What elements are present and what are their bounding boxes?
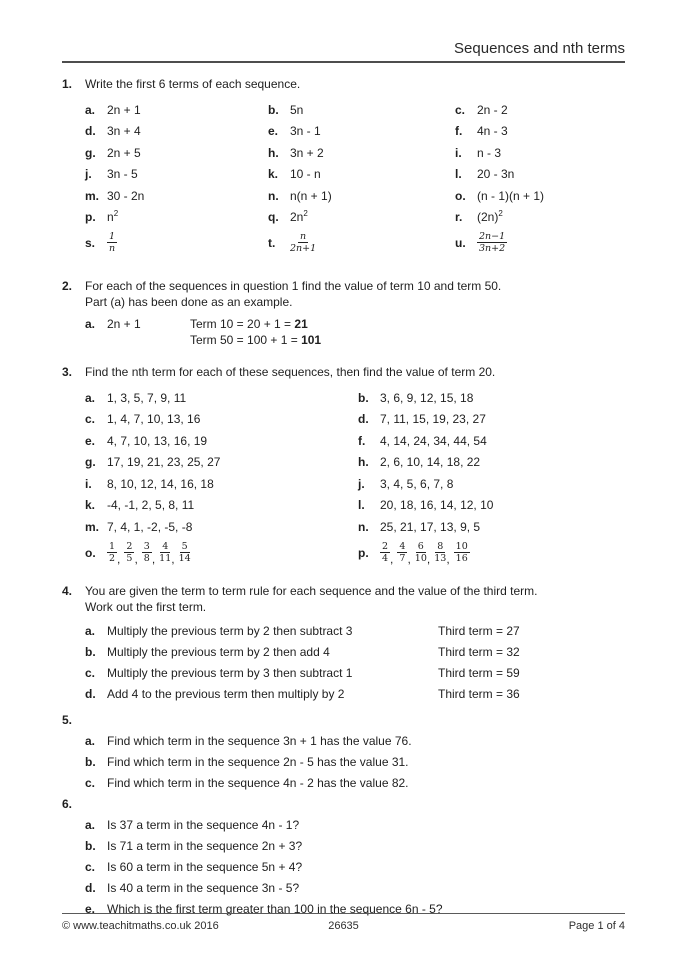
fraction-sequence	[107, 542, 191, 564]
footer-page-number: Page 1 of 4	[568, 920, 625, 932]
separator: ,	[426, 551, 431, 566]
question-4	[62, 583, 625, 708]
item-label: e.	[85, 433, 96, 448]
fraction: $\frac{2}{5}$	[126, 540, 133, 564]
item-label: c.	[85, 776, 96, 790]
q1-item	[455, 164, 625, 186]
item-expression: (n - 1)(n + 1)	[477, 188, 545, 203]
fraction: $\frac{2}{4}$	[382, 540, 389, 564]
question-6	[62, 796, 625, 920]
separator: ,	[446, 551, 450, 566]
item-label: q.	[268, 210, 279, 225]
third-term: Third term = 32	[438, 644, 520, 659]
prompt-line: Work out the first term.	[85, 599, 207, 614]
fraction: $\frac{3}{8}$	[143, 540, 150, 564]
item-label: m.	[85, 188, 100, 203]
item-label: c.	[85, 412, 96, 427]
separator: ,	[407, 551, 411, 566]
q6-item	[85, 878, 625, 899]
q1-item	[455, 228, 625, 258]
q3-item	[85, 473, 358, 495]
question-3-head	[62, 364, 625, 380]
question-4-head	[62, 583, 625, 615]
item-label: j.	[358, 476, 365, 491]
item-label: f.	[358, 433, 366, 448]
q6-item	[85, 836, 625, 857]
item-expression: 2n + 5	[107, 145, 141, 160]
fraction: $\frac{6}{10}$	[414, 540, 427, 564]
q3-item	[358, 495, 625, 517]
item-label: c.	[85, 860, 96, 874]
question-1-items	[85, 99, 625, 258]
question-6-items	[85, 815, 625, 920]
q1-item	[85, 99, 268, 121]
q3-item	[85, 516, 358, 538]
separator: ,	[134, 551, 138, 566]
item-label: n.	[268, 188, 279, 203]
item-label: d.	[85, 124, 96, 139]
item-expression: 10 - n	[290, 167, 321, 182]
worksheet-page	[62, 0, 625, 920]
item-text: Which is the first term greater than 100 in the sequence 6n - 5?	[107, 902, 443, 916]
q1-item	[85, 228, 268, 258]
page-title: Sequences and nth terms	[62, 40, 625, 63]
third-term: Third term = 59	[438, 665, 520, 680]
question-4-items	[62, 624, 625, 708]
question-1	[62, 76, 625, 258]
item-sequence: -4, -1, 2, 5, 8, 11	[107, 498, 195, 513]
item-label: e.	[85, 902, 96, 916]
item-label: n.	[358, 519, 369, 534]
item-sequence: 8, 10, 12, 14, 16, 18	[107, 476, 214, 491]
fraction: $\frac{10}{16}$	[455, 540, 468, 564]
q2-example	[85, 316, 625, 348]
item-sequence: 25, 21, 17, 13, 9, 5	[380, 519, 481, 534]
question-number: 3.	[62, 365, 73, 379]
item-label: k.	[268, 167, 279, 182]
item-label: k.	[85, 498, 96, 513]
item-label: b.	[85, 755, 96, 769]
item-expression: 3n + 2	[290, 145, 324, 160]
third-term: Third term = 27	[438, 623, 520, 638]
q1-item	[85, 207, 268, 229]
separator: ,	[151, 551, 156, 566]
exponent: 2	[498, 209, 503, 219]
q1-item	[85, 185, 268, 207]
third-term: Third term = 36	[438, 686, 520, 701]
q4-item	[85, 666, 625, 687]
item-label: a.	[85, 390, 96, 405]
q1-item	[85, 164, 268, 186]
question-number: 4.	[62, 583, 73, 598]
q1-item	[268, 99, 455, 121]
item-expression: 2n + 1	[107, 317, 141, 331]
prompt-line: You are given the term to term rule for each sequence and the value of the third term.	[85, 583, 538, 598]
q3-item	[358, 452, 625, 474]
q3-item	[85, 495, 358, 517]
item-label: h.	[358, 455, 369, 470]
item-text: Find which term in the sequence 2n - 5 has the value 31.	[107, 755, 409, 769]
q5-item	[85, 773, 625, 794]
term-rule: Multiply the previous term by 2 then add 4	[107, 644, 330, 659]
q4-item	[85, 624, 625, 645]
separator: ,	[117, 551, 121, 566]
item-expression: $2n^2$	[290, 209, 308, 225]
item-expression: 5n	[290, 102, 304, 117]
item-label: l.	[455, 167, 462, 182]
fraction: $\frac{1}{n}$	[108, 231, 116, 254]
question-2	[62, 278, 625, 348]
item-expression: 3n - 1	[290, 124, 321, 139]
q5-item	[85, 752, 625, 773]
item-label: d.	[85, 686, 96, 701]
item-label: b.	[85, 644, 96, 659]
item-label: m.	[85, 519, 100, 534]
question-3-items	[85, 387, 625, 568]
item-expression: n - 3	[477, 145, 502, 160]
separator: ,	[390, 551, 394, 566]
q1-item	[455, 142, 625, 164]
term-rule: Add 4 to the previous term then multiply by 2	[107, 686, 345, 701]
q6-item	[85, 857, 625, 878]
item-label: o.	[455, 188, 466, 203]
item-sequence: 4, 7, 10, 13, 16, 19	[107, 433, 208, 448]
fraction-sequence	[380, 542, 470, 564]
item-label: b.	[268, 102, 279, 117]
term50-answer: 101	[301, 333, 322, 347]
q1-item	[455, 121, 625, 143]
item-sequence: 2, 6, 10, 14, 18, 22	[380, 455, 481, 470]
item-label: g.	[85, 145, 96, 160]
item-sequence: 3, 6, 9, 12, 15, 18	[380, 390, 474, 405]
q1-item	[268, 121, 455, 143]
term50-line: Term 50 = 100 + 1 = 101	[190, 333, 322, 347]
q3-item	[358, 538, 625, 568]
q6-item	[85, 815, 625, 836]
exponent: 2	[303, 209, 308, 219]
item-expression: $(2n)^2$	[477, 209, 503, 225]
q3-item	[358, 387, 625, 409]
q3-item	[85, 409, 358, 431]
item-label: o.	[85, 545, 96, 560]
q3-item	[358, 516, 625, 538]
item-text: Find which term in the sequence 4n - 2 has the value 82.	[107, 776, 409, 790]
item-sequence: 3, 4, 5, 6, 7, 8	[380, 476, 454, 491]
q1-item	[455, 207, 625, 229]
q1-item	[268, 164, 455, 186]
question-number: 6.	[62, 796, 73, 811]
separator: ,	[171, 551, 175, 566]
item-expression: n(n + 1)	[290, 188, 332, 203]
item-label: a.	[85, 102, 96, 117]
item-expression: 30 - 2n	[107, 188, 145, 203]
item-label: a.	[85, 317, 96, 331]
item-expression: 2n - 2	[477, 102, 508, 117]
item-sequence: 4, 14, 24, 34, 44, 54	[380, 433, 487, 448]
q1-item	[85, 121, 268, 143]
question-5	[62, 712, 625, 794]
item-label: t.	[268, 236, 276, 250]
term-rule: Multiply the previous term by 2 then subtract 3	[107, 623, 353, 638]
item-sequence: 1, 3, 5, 7, 9, 11	[107, 390, 187, 405]
term-rule: Multiply the previous term by 3 then subtract 1	[107, 665, 353, 680]
item-label: d.	[85, 881, 96, 895]
q1-item	[268, 185, 455, 207]
item-sequence: 1, 4, 7, 10, 13, 16	[107, 412, 201, 427]
item-sequence: 7, 11, 15, 19, 23, 27	[380, 412, 486, 427]
q3-item	[358, 473, 625, 495]
q1-item	[268, 228, 455, 258]
item-text: Find which term in the sequence 3n + 1 has the value 76.	[107, 734, 412, 748]
fraction: $\frac{1}{2}$	[109, 540, 116, 564]
item-label: c.	[455, 102, 466, 117]
item-label: h.	[268, 145, 279, 160]
q1-item	[268, 142, 455, 164]
question-prompt: Write the first 6 terms of each sequence.	[85, 77, 301, 91]
item-sequence: 20, 18, 16, 14, 12, 10	[380, 498, 494, 513]
fraction: $\frac{2n-1}{3n+2}$	[479, 231, 506, 254]
item-label: c.	[85, 665, 96, 680]
q1-item	[268, 207, 455, 229]
item-expression: $n^2$	[107, 209, 119, 225]
item-label: g.	[85, 455, 96, 470]
item-label: a.	[85, 623, 96, 638]
footer-copyright: © www.teachitmaths.co.uk 2016	[62, 920, 219, 932]
question-number: 2.	[62, 279, 73, 293]
footer-document-code: 26635	[328, 920, 359, 932]
question-number: 1.	[62, 77, 73, 91]
q1-item	[85, 142, 268, 164]
question-2-head	[62, 278, 625, 310]
question-prompt	[85, 583, 537, 615]
item-label: r.	[455, 210, 463, 225]
term10-line: Term 10 = 20 + 1 = 21	[190, 317, 308, 331]
item-expression: 2n + 1	[107, 102, 141, 117]
item-label: f.	[455, 124, 463, 139]
q4-item	[85, 687, 625, 708]
example-working	[190, 316, 321, 348]
question-1-head	[62, 76, 625, 92]
question-number: 5.	[62, 712, 73, 727]
item-label: i.	[455, 145, 462, 160]
item-label: a.	[85, 734, 96, 748]
question-prompt	[85, 278, 501, 310]
item-expression: 3n + 4	[107, 124, 141, 139]
item-expression: 20 - 3n	[477, 167, 515, 182]
item-sequence: 17, 19, 21, 23, 25, 27	[107, 455, 221, 470]
item-label: j.	[85, 167, 92, 182]
item-label: b.	[358, 390, 369, 405]
q1-item	[455, 185, 625, 207]
fraction: $\frac{n}{2n+1}$	[290, 231, 317, 254]
item-label: l.	[358, 498, 365, 513]
fraction: $\frac{8}{13}$	[434, 540, 447, 564]
item-label: b.	[85, 839, 96, 853]
q3-item	[85, 452, 358, 474]
item-expression: 4n - 3	[477, 124, 508, 139]
q1-item	[455, 99, 625, 121]
q3-item	[358, 409, 625, 431]
question-5-items	[85, 731, 625, 794]
prompt-line: Part (a) has been done as an example.	[85, 295, 293, 309]
item-label: e.	[268, 124, 279, 139]
prompt-line: For each of the sequences in question 1 find the value of term 10 and term 50.	[85, 279, 502, 293]
item-label: p.	[358, 545, 369, 560]
item-label: a.	[85, 818, 96, 832]
item-label: i.	[85, 476, 92, 491]
item-text: Is 71 a term in the sequence 2n + 3?	[107, 839, 303, 853]
q3-item	[358, 430, 625, 452]
q4-item	[85, 645, 625, 666]
item-sequence: 7, 4, 1, -2, -5, -8	[107, 519, 193, 534]
item-label: p.	[85, 210, 96, 225]
q3-item	[85, 430, 358, 452]
item-label: u.	[455, 236, 466, 250]
item-expression: 3n - 5	[107, 167, 138, 182]
q3-item	[85, 538, 358, 568]
term10-answer: 21	[294, 317, 308, 331]
question-prompt: Find the nth term for each of these sequences, then find the value of term 20.	[85, 365, 496, 379]
question-3	[62, 364, 625, 568]
item-label: d.	[358, 412, 369, 427]
item-text: Is 40 a term in the sequence 3n - 5?	[107, 881, 300, 895]
fraction: $\frac{5}{14}$	[178, 540, 191, 564]
q5-item	[85, 731, 625, 752]
q3-item	[85, 387, 358, 409]
exponent: 2	[113, 209, 119, 219]
fraction: $\frac{4}{11}$	[159, 540, 172, 564]
item-text: Is 60 a term in the sequence 5n + 4?	[107, 860, 303, 874]
fraction: $\frac{4}{7}$	[399, 540, 406, 564]
item-label: s.	[85, 236, 96, 250]
item-text: Is 37 a term in the sequence 4n - 1?	[107, 818, 300, 832]
page-footer	[62, 913, 625, 932]
